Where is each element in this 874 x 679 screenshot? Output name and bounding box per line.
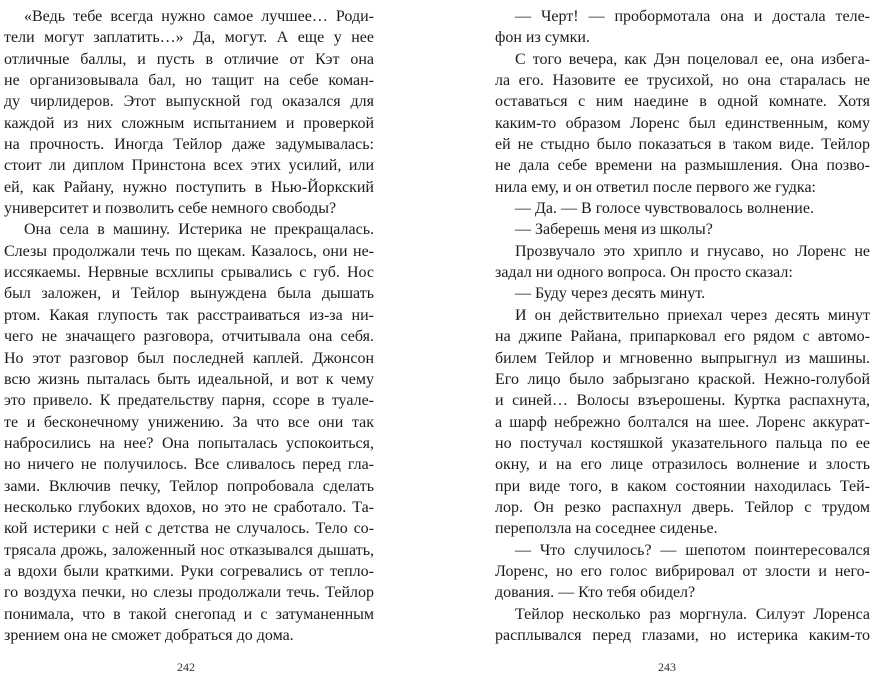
right-page-number: 243: [658, 660, 676, 674]
text-line: это привело. К предательству парня, ссоре в туале-: [4, 392, 374, 410]
text-line: несколько глубоких вдохов, но это не сработало. Та-: [4, 498, 374, 516]
text-line: ду чирлидеров. Этот выпускной год оказался для: [4, 93, 374, 111]
text-line: а шарф небрежно болтался на шее. Лоренс аккурат-: [495, 413, 870, 431]
text-line: «Ведь тебе всегда нужно самое лучшее… Роди-: [24, 8, 374, 25]
text-line: нила ему, и он ответил после первого же гудка:: [495, 178, 816, 196]
text-line: Слезы продолжали течь по щекам. Казалось, они не-: [4, 242, 374, 260]
text-line: стоит ли диплом Принстона всех этих усилий, или: [4, 157, 374, 175]
text-line: зрением она не сможет добраться до дома.: [4, 626, 294, 644]
text-line: набросились на нее? Она попыталась успокоиться,: [4, 434, 374, 452]
text-line: каждой из них сложным испытанием и проверкой: [4, 114, 374, 132]
text-line: не организовывала бал, но тащит на себе коман-: [4, 72, 374, 90]
text-line: окну, и на его лице отразилось волнение и злость: [495, 456, 870, 474]
text-line: расплывался перед глазами, но истерика каким-то: [495, 626, 870, 644]
text-line: кой истерики с ней с детства не случалось. Тело со-: [4, 520, 374, 538]
text-line: ей не стыдно было показаться в таком виде. Тейлор: [495, 136, 870, 154]
text-line: ла его. Назовите ее трусихой, но она старалась не: [495, 72, 870, 90]
text-line: и синей… Волосы взъерошены. Куртка распахнута,: [495, 392, 870, 410]
text-line: зами. Включив печку, Тейлор попробовала сделать: [4, 477, 374, 495]
text-line: при виде того, в каком состоянии находилась Тей-: [495, 477, 870, 495]
text-line: но постучал костяшкой указательного пальца по ее: [495, 434, 870, 452]
text-line: И он действительно приехал через десять минут: [515, 306, 870, 324]
text-line: — Черт! — пробормотала она и достала теле-: [515, 8, 870, 25]
text-line: — Да. — В голосе чувствовалось волнение.: [515, 200, 814, 218]
text-line: на джипе Райана, припарковал его рядом с автомо-: [495, 328, 870, 346]
text-line: билем Тейлор и мгновенно выпрыгнул из машины.: [495, 349, 870, 367]
text-line: университет и позволить себе немного свободы?: [4, 200, 337, 218]
text-line: го воздуха печки, но слезы продолжали течь. Тейлор: [4, 584, 374, 602]
text-line: оставаться с ним наедине в одной комнате. Хотя: [495, 93, 870, 111]
text-line: — Что случилось? — шепотом поинтересовался: [515, 541, 870, 559]
text-line: переползла на соседнее сиденье.: [495, 520, 718, 538]
text-line: Прозвучало это хрипло и гнусаво, но Лоренс не: [515, 242, 870, 260]
text-line: понимала, что в такой снегопад и с затуманенным: [4, 605, 374, 623]
text-line: чего не значащего разговора, отчитывала она себя.: [4, 328, 374, 346]
text-line: иссякаемы. Нервные всхлипы срывались с губ. Нос: [4, 264, 374, 282]
text-line: каким-то образом Лоренс был единственным, кому: [495, 114, 870, 132]
text-line: дования. — Кто тебя обидел?: [495, 584, 696, 602]
text-line: на прочность. Иногда Тейлор даже задумывалась:: [4, 136, 374, 154]
text-line: отличные баллы, и пусть в отличие от Кэт она: [4, 50, 374, 68]
text-line: трясала дрожь, заложенный нос отказывался дышать,: [4, 541, 374, 559]
text-line: тели могут заплатить…» Да, могут. А еще у нее: [4, 29, 374, 47]
text-line: ртом. Какая глупость так расстраиваться из-за ни-: [4, 306, 374, 324]
text-line: не дала себе времени на размышления. Она позво-: [495, 157, 870, 175]
text-line: те и бесконечному унижению. За что все они так: [4, 413, 374, 431]
text-line: Его лицо было забрызгано краской. Нежно-голубой: [495, 370, 870, 388]
text-line: задал ни одного вопроса. Он просто сказал:: [495, 264, 793, 282]
right-page-text: [495, 6, 870, 646]
text-line: лор. Он резко распахнул дверь. Тейлор с трудом: [495, 498, 870, 516]
text-line: но ничего не получилось. Все сливалось перед гла-: [4, 456, 374, 474]
text-line: С того вечера, как Дэн поцеловал ее, она избега-: [515, 50, 870, 68]
text-line: Тейлор несколько раз моргнула. Силуэт Лоренса: [515, 605, 870, 623]
right-page: [437, 0, 874, 679]
text-line: фон из сумки.: [495, 29, 590, 47]
text-line: Она села в машину. Истерика не прекращалась.: [24, 221, 374, 239]
text-line: — Заберешь меня из школы?: [515, 221, 713, 239]
left-page-number: 242: [177, 660, 195, 674]
left-page-text: [4, 6, 374, 646]
text-line: всю жизнь пыталась быть идеальной, и вот к чему: [4, 370, 374, 388]
text-line: ей, как Райану, нужно поступить в Нью-Йоркский: [4, 178, 374, 196]
text-line: Лоренс, но его голос вибрировал от злости и него-: [495, 562, 870, 580]
text-line: Но этот разговор был последней каплей. Джонсон: [4, 349, 374, 367]
text-line: а вдохи были краткими. Руки согревались от тепло-: [4, 562, 374, 580]
text-line: — Буду через десять минут.: [515, 285, 706, 303]
text-line: был заложен, и Тейлор вынуждена была дышать: [4, 285, 374, 303]
